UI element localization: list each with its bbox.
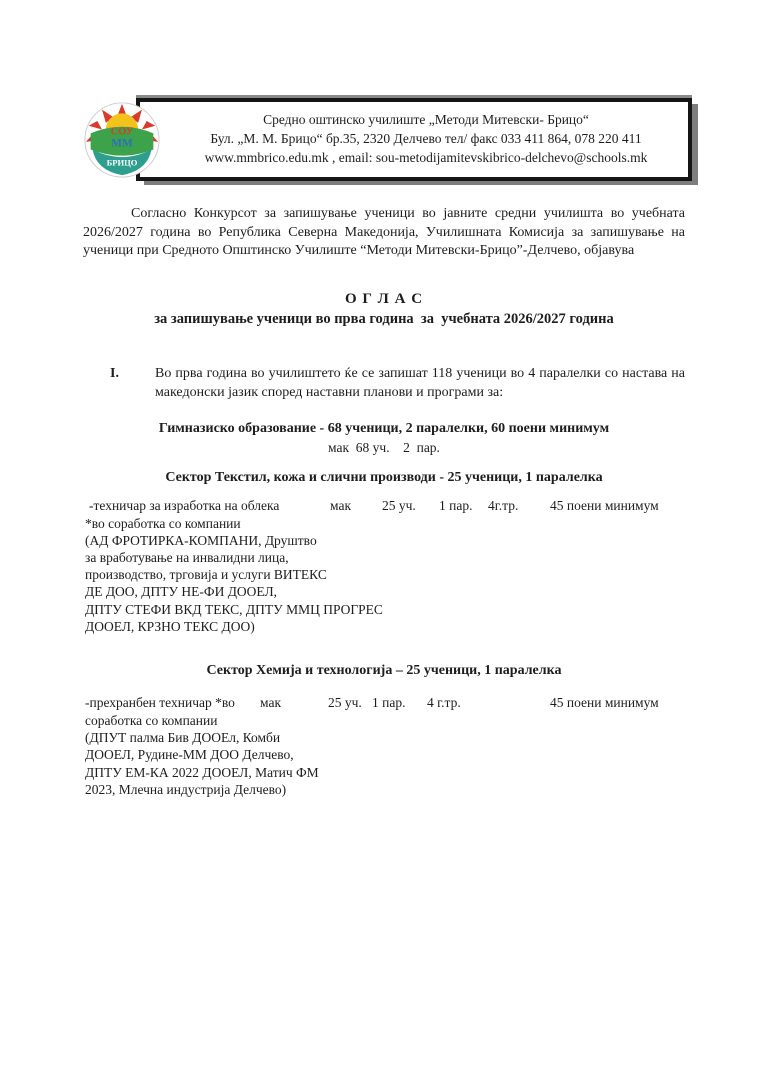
logo-text-bottom: БРИЦО <box>106 157 138 168</box>
intro-paragraph: Согласно Конкурсот за запишување ученици во јавните средни училишта во учебната 2026/2027 година во Република Северна Македонија, Училишната Комисија за запишување на ученици при Средното Општинско Училиште “Методи Митевски-Брицо”-Делчево, објавува <box>83 206 685 258</box>
gymnasium-heading: Гимназиско образование - 68 ученици, 2 паралелки, 60 поени минимум <box>158 420 610 436</box>
chemistry-profile-label: -прехранбен техничар *во <box>85 694 235 710</box>
section-1-text: Во прва година во училиштето ќе се запишат 118 ученици во 4 паралелки со настава на македонски јазик според наставни планови и програми за: <box>155 365 685 400</box>
note-line: (ДПУТ палма Бив ДООЕл, Комби <box>85 730 281 746</box>
logo-text-mid: ММ <box>111 137 133 150</box>
textile-language: мак <box>330 497 352 513</box>
chemistry-duration: 4 г.тр. <box>427 694 461 710</box>
textile-students-count: 25 уч. <box>382 497 416 513</box>
letterhead-box <box>106 98 692 181</box>
note-line: соработка со компании <box>85 712 218 728</box>
sector-chemistry-heading: Сектор Хемија и технологија – 25 ученици, 1 паралелка <box>206 662 562 678</box>
school-logo-icon <box>84 102 160 178</box>
chemistry-students-count: 25 уч. <box>328 694 362 710</box>
textile-classes-count: 1 пар. <box>439 497 473 513</box>
note-line: 2023, Млечна индустрија Делчево) <box>85 781 287 797</box>
document-title: О Г Л А С <box>344 290 424 307</box>
textile-min-points: 45 поени минимум <box>550 497 659 513</box>
note-line: (АД ФРОТИРКА-КОМПАНИ, Друштво <box>85 532 317 548</box>
note-line: ДПТУ ЕМ-КА 2022 ДООЕЛ, Матич ФМ <box>85 764 319 780</box>
school-address-phone: Бул. „М. М. Брицо“ бр.35, 2320 Делчево тел/ факс 033 411 864, 078 220 411 <box>210 131 642 146</box>
note-line: ДПТУ СТЕФИ ВКД ТЕКС, ДПТУ ММЦ ПРОГРЕС <box>85 601 383 617</box>
note-line: производство, трговија и услуги ВИТЕКС <box>85 567 327 583</box>
note-line: ДООЕЛ, КРЗНО ТЕКС ДОО) <box>85 618 255 634</box>
document-subtitle: за запишување ученици во прва година за учебната 2026/2027 година <box>154 310 614 327</box>
chemistry-min-points: 45 поени минимум <box>550 694 659 710</box>
textile-duration: 4г.тр. <box>488 497 519 513</box>
letterhead <box>106 98 692 181</box>
school-web-email: www.mmbrico.edu.mk , email: sou-metodijamitevskibrico-delchevo@schools.mk <box>204 150 648 165</box>
note-line: за вработување на инвалидни лица, <box>85 549 289 565</box>
chemistry-companies-note <box>85 712 685 798</box>
sector-textile-heading: Сектор Текстил, кожа и слични производи - 25 ученици, 1 паралелка <box>165 469 603 485</box>
logo-text-top: СОУ <box>110 126 134 138</box>
gymnasium-subline: мак 68 уч. 2 пар. <box>328 439 440 455</box>
chemistry-enrollment-row <box>83 694 685 711</box>
textile-enrollment-row <box>83 497 685 514</box>
note-line: *во соработка со компании <box>85 515 241 531</box>
document-page <box>0 98 768 1092</box>
chemistry-classes-count: 1 пар. <box>372 694 406 710</box>
section-1 <box>83 364 685 402</box>
chemistry-language: мак <box>260 694 282 710</box>
note-line: ДЕ ДОО, ДПТУ НЕ-ФИ ДООЕЛ, <box>85 584 278 600</box>
note-line: ДООЕЛ, Рудине-ММ ДОО Делчево, <box>85 747 294 763</box>
section-1-numeral: I. <box>110 365 119 381</box>
school-name: Средно оштинско училиште „Методи Митевски- Брицо“ <box>263 112 589 127</box>
textile-companies-note <box>85 515 685 635</box>
textile-profile-label: -техничар за изработка на облека <box>89 497 280 513</box>
